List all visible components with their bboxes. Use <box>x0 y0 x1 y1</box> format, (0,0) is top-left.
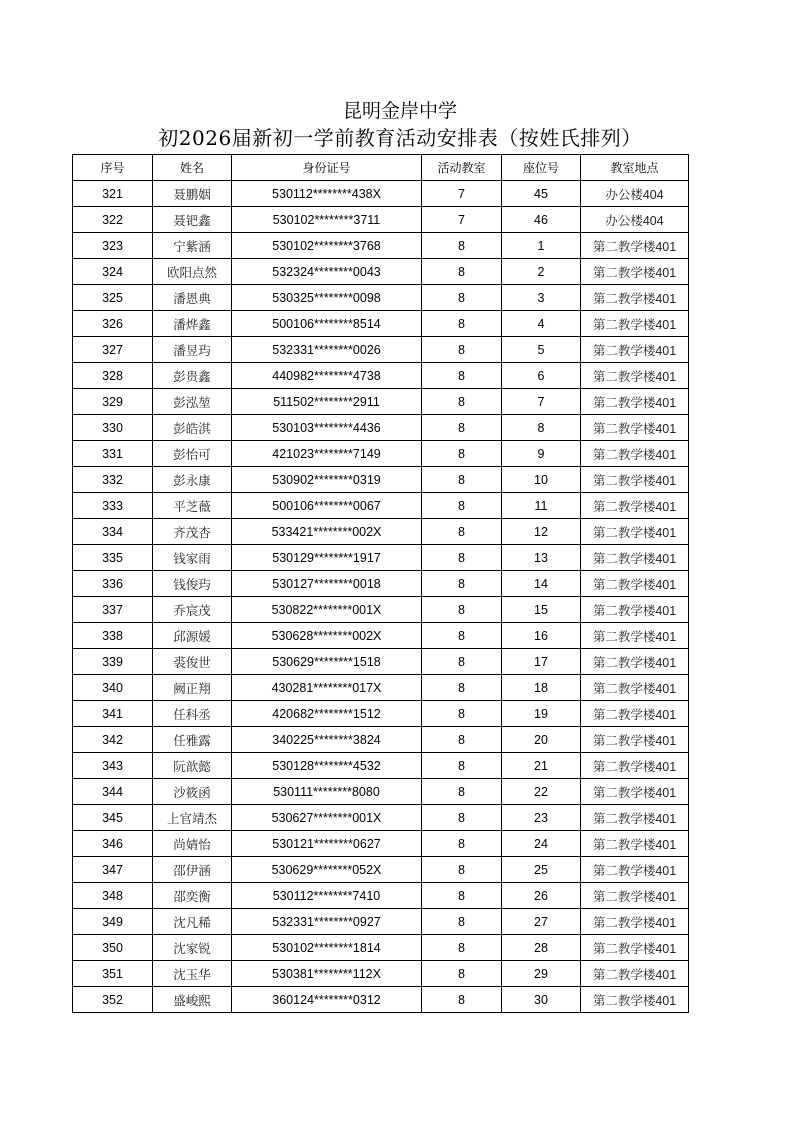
seq-number-cell: 346 <box>73 831 153 857</box>
id-number-cell: 530121********0627 <box>232 831 422 857</box>
seq-number-cell: 321 <box>73 181 153 207</box>
id-number-cell: 360124********0312 <box>232 987 422 1013</box>
table-row <box>73 883 689 909</box>
student-name-cell: 任科丞 <box>153 701 232 727</box>
id-number-cell: 420682********1512 <box>232 701 422 727</box>
id-number-cell: 532324********0043 <box>232 259 422 285</box>
seq-number-cell: 322 <box>73 207 153 233</box>
table-row <box>73 571 689 597</box>
seat-number-cell: 1 <box>502 233 581 259</box>
student-name-cell: 宁紫涵 <box>153 233 232 259</box>
classroom-cell: 8 <box>422 597 502 623</box>
seat-header: 座位号 <box>502 155 581 181</box>
student-name-cell: 钱家雨 <box>153 545 232 571</box>
location-cell: 第二教学楼401 <box>581 935 689 961</box>
location-cell: 办公楼404 <box>581 207 689 233</box>
table-row <box>73 337 689 363</box>
classroom-cell: 8 <box>422 779 502 805</box>
id-number-cell: 500106********8514 <box>232 311 422 337</box>
location-cell: 第二教学楼401 <box>581 285 689 311</box>
classroom-cell: 8 <box>422 649 502 675</box>
table-row <box>73 753 689 779</box>
seat-number-cell: 16 <box>502 623 581 649</box>
student-name-cell: 裘俊世 <box>153 649 232 675</box>
id-number-cell: 530629********1518 <box>232 649 422 675</box>
id-number-cell: 440982********4738 <box>232 363 422 389</box>
seat-number-cell: 30 <box>502 987 581 1013</box>
location-cell: 第二教学楼401 <box>581 623 689 649</box>
id-number-cell: 500106********0067 <box>232 493 422 519</box>
seq-number-cell: 325 <box>73 285 153 311</box>
student-name-cell: 沙筱函 <box>153 779 232 805</box>
seat-number-cell: 9 <box>502 441 581 467</box>
name-header: 姓名 <box>153 155 232 181</box>
location-cell: 办公楼404 <box>581 181 689 207</box>
roster-body <box>73 181 689 1013</box>
seat-number-cell: 22 <box>502 779 581 805</box>
location-cell: 第二教学楼401 <box>581 961 689 987</box>
location-header: 教室地点 <box>581 155 689 181</box>
location-cell: 第二教学楼401 <box>581 597 689 623</box>
student-name-cell: 邵奕衡 <box>153 883 232 909</box>
classroom-cell: 7 <box>422 207 502 233</box>
classroom-cell: 8 <box>422 545 502 571</box>
table-row <box>73 207 689 233</box>
id-number-cell: 530902********0319 <box>232 467 422 493</box>
id-number-cell: 532331********0927 <box>232 909 422 935</box>
id-number-cell: 530325********0098 <box>232 285 422 311</box>
table-row <box>73 363 689 389</box>
table-row <box>73 675 689 701</box>
roster-table <box>72 154 689 1013</box>
id-number-cell: 530112********7410 <box>232 883 422 909</box>
classroom-cell: 8 <box>422 909 502 935</box>
student-name-cell: 潘昱玙 <box>153 337 232 363</box>
student-name-cell: 尚婧怡 <box>153 831 232 857</box>
location-cell: 第二教学楼401 <box>581 753 689 779</box>
classroom-cell: 8 <box>422 987 502 1013</box>
location-cell: 第二教学楼401 <box>581 545 689 571</box>
classroom-cell: 8 <box>422 883 502 909</box>
seat-number-cell: 2 <box>502 259 581 285</box>
id-number-cell: 511502********2911 <box>232 389 422 415</box>
student-name-cell: 上官靖杰 <box>153 805 232 831</box>
location-cell: 第二教学楼401 <box>581 259 689 285</box>
table-row <box>73 311 689 337</box>
location-cell: 第二教学楼401 <box>581 467 689 493</box>
id-number-cell: 530102********3711 <box>232 207 422 233</box>
id-number-cell: 530112********438X <box>232 181 422 207</box>
table-row <box>73 519 689 545</box>
classroom-cell: 8 <box>422 961 502 987</box>
id-number-cell: 533421********002X <box>232 519 422 545</box>
table-row <box>73 467 689 493</box>
id-number-cell: 340225********3824 <box>232 727 422 753</box>
classroom-cell: 8 <box>422 701 502 727</box>
id-number-cell: 530628********002X <box>232 623 422 649</box>
student-name-cell: 邱源媛 <box>153 623 232 649</box>
seat-number-cell: 18 <box>502 675 581 701</box>
id-number-cell: 530629********052X <box>232 857 422 883</box>
student-name-cell: 潘恩典 <box>153 285 232 311</box>
id-number-cell: 532331********0026 <box>232 337 422 363</box>
seat-number-cell: 10 <box>502 467 581 493</box>
student-name-cell: 乔宸茂 <box>153 597 232 623</box>
classroom-cell: 8 <box>422 259 502 285</box>
table-row <box>73 987 689 1013</box>
classroom-cell: 8 <box>422 363 502 389</box>
document-title: 初2026届新初一学前教育活动安排表（按姓氏排列） <box>158 126 642 150</box>
seat-number-cell: 26 <box>502 883 581 909</box>
seq-number-cell: 329 <box>73 389 153 415</box>
table-row <box>73 623 689 649</box>
id-number-cell: 530102********1814 <box>232 935 422 961</box>
location-cell: 第二教学楼401 <box>581 779 689 805</box>
seat-number-cell: 20 <box>502 727 581 753</box>
classroom-cell: 8 <box>422 675 502 701</box>
seat-number-cell: 15 <box>502 597 581 623</box>
student-name-cell: 彭永康 <box>153 467 232 493</box>
classroom-cell: 8 <box>422 935 502 961</box>
seq-number-cell: 339 <box>73 649 153 675</box>
classroom-cell: 8 <box>422 389 502 415</box>
table-row <box>73 779 689 805</box>
classroom-cell: 8 <box>422 233 502 259</box>
location-cell: 第二教学楼401 <box>581 363 689 389</box>
seq-number-cell: 349 <box>73 909 153 935</box>
table-row <box>73 831 689 857</box>
seat-number-cell: 25 <box>502 857 581 883</box>
id-number-cell: 530822********001X <box>232 597 422 623</box>
seq-number-cell: 338 <box>73 623 153 649</box>
student-name-cell: 彭皓淇 <box>153 415 232 441</box>
location-cell: 第二教学楼401 <box>581 337 689 363</box>
seq-number-cell: 348 <box>73 883 153 909</box>
seq-number-cell: 343 <box>73 753 153 779</box>
location-cell: 第二教学楼401 <box>581 649 689 675</box>
school-name: 昆明金岸中学 <box>342 100 457 122</box>
classroom-cell: 8 <box>422 727 502 753</box>
student-name-cell: 平芝薇 <box>153 493 232 519</box>
seq-number-cell: 337 <box>73 597 153 623</box>
location-cell: 第二教学楼401 <box>581 233 689 259</box>
student-name-cell: 阙正翔 <box>153 675 232 701</box>
location-cell: 第二教学楼401 <box>581 805 689 831</box>
classroom-cell: 8 <box>422 519 502 545</box>
seat-number-cell: 21 <box>502 753 581 779</box>
student-name-cell: 任雅露 <box>153 727 232 753</box>
location-cell: 第二教学楼401 <box>581 987 689 1013</box>
classroom-cell: 8 <box>422 623 502 649</box>
classroom-cell: 8 <box>422 441 502 467</box>
seat-number-cell: 14 <box>502 571 581 597</box>
seq-number-cell: 328 <box>73 363 153 389</box>
table-row <box>73 493 689 519</box>
seq-number-cell: 341 <box>73 701 153 727</box>
seq-number-cell: 323 <box>73 233 153 259</box>
table-row <box>73 545 689 571</box>
seat-number-cell: 19 <box>502 701 581 727</box>
student-name-cell: 盛峻熙 <box>153 987 232 1013</box>
id-number-cell: 530127********0018 <box>232 571 422 597</box>
classroom-cell: 8 <box>422 831 502 857</box>
table-row <box>73 233 689 259</box>
classroom-cell: 7 <box>422 181 502 207</box>
table-row <box>73 285 689 311</box>
location-cell: 第二教学楼401 <box>581 701 689 727</box>
classroom-cell: 8 <box>422 467 502 493</box>
student-name-cell: 沈玉华 <box>153 961 232 987</box>
seq-number-cell: 340 <box>73 675 153 701</box>
location-cell: 第二教学楼401 <box>581 519 689 545</box>
student-name-cell: 聂鹏姻 <box>153 181 232 207</box>
seq-number-cell: 352 <box>73 987 153 1013</box>
seq-number-cell: 324 <box>73 259 153 285</box>
seq-number-cell: 335 <box>73 545 153 571</box>
seq-number-cell: 344 <box>73 779 153 805</box>
location-cell: 第二教学楼401 <box>581 883 689 909</box>
id-number-cell: 421023********7149 <box>232 441 422 467</box>
table-row <box>73 961 689 987</box>
classroom-cell: 8 <box>422 285 502 311</box>
table-row <box>73 415 689 441</box>
id-number-cell: 530627********001X <box>232 805 422 831</box>
table-row <box>73 597 689 623</box>
student-name-cell: 钱俊玙 <box>153 571 232 597</box>
table-row <box>73 649 689 675</box>
seat-number-cell: 3 <box>502 285 581 311</box>
table-row <box>73 441 689 467</box>
classroom-cell: 8 <box>422 415 502 441</box>
student-name-cell: 欧阳点然 <box>153 259 232 285</box>
id-number-cell: 530111********8080 <box>232 779 422 805</box>
seat-number-cell: 29 <box>502 961 581 987</box>
location-cell: 第二教学楼401 <box>581 493 689 519</box>
classroom-cell: 8 <box>422 311 502 337</box>
table-row <box>73 857 689 883</box>
table-row <box>73 259 689 285</box>
seq-number-cell: 330 <box>73 415 153 441</box>
seat-number-cell: 8 <box>502 415 581 441</box>
id-number-cell: 530102********3768 <box>232 233 422 259</box>
classroom-cell: 8 <box>422 857 502 883</box>
roster-header <box>73 155 689 181</box>
seat-number-cell: 46 <box>502 207 581 233</box>
location-cell: 第二教学楼401 <box>581 831 689 857</box>
location-cell: 第二教学楼401 <box>581 441 689 467</box>
table-row <box>73 181 689 207</box>
seq-number-cell: 327 <box>73 337 153 363</box>
seat-number-cell: 12 <box>502 519 581 545</box>
seat-number-cell: 4 <box>502 311 581 337</box>
location-cell: 第二教学楼401 <box>581 909 689 935</box>
table-row <box>73 805 689 831</box>
seq-number-cell: 333 <box>73 493 153 519</box>
id-number-cell: 530103********4436 <box>232 415 422 441</box>
seat-number-cell: 45 <box>502 181 581 207</box>
id-number-cell: 530381********112X <box>232 961 422 987</box>
id-number-cell: 530129********1917 <box>232 545 422 571</box>
table-row <box>73 909 689 935</box>
classroom-header: 活动教室 <box>422 155 502 181</box>
classroom-cell: 8 <box>422 571 502 597</box>
student-name-cell: 阮歆懿 <box>153 753 232 779</box>
location-cell: 第二教学楼401 <box>581 857 689 883</box>
location-cell: 第二教学楼401 <box>581 675 689 701</box>
id-number-cell: 530128********4532 <box>232 753 422 779</box>
location-cell: 第二教学楼401 <box>581 415 689 441</box>
location-cell: 第二教学楼401 <box>581 571 689 597</box>
id-number-cell: 430281********017X <box>232 675 422 701</box>
seat-number-cell: 28 <box>502 935 581 961</box>
classroom-cell: 8 <box>422 337 502 363</box>
seq-number-cell: 342 <box>73 727 153 753</box>
table-row <box>73 935 689 961</box>
seq-number-cell: 347 <box>73 857 153 883</box>
table-row <box>73 701 689 727</box>
seat-number-cell: 17 <box>502 649 581 675</box>
seat-number-cell: 23 <box>502 805 581 831</box>
seq-number-cell: 350 <box>73 935 153 961</box>
location-cell: 第二教学楼401 <box>581 727 689 753</box>
seat-number-cell: 13 <box>502 545 581 571</box>
student-name-cell: 沈家锐 <box>153 935 232 961</box>
seq-number-header: 序号 <box>73 155 153 181</box>
table-row <box>73 727 689 753</box>
seat-number-cell: 6 <box>502 363 581 389</box>
student-name-cell: 沈凡稀 <box>153 909 232 935</box>
seq-number-cell: 332 <box>73 467 153 493</box>
classroom-cell: 8 <box>422 493 502 519</box>
classroom-cell: 8 <box>422 753 502 779</box>
student-name-cell: 彭泓堃 <box>153 389 232 415</box>
table-row <box>73 389 689 415</box>
student-name-cell: 彭怡可 <box>153 441 232 467</box>
student-name-cell: 潘烨鑫 <box>153 311 232 337</box>
seq-number-cell: 331 <box>73 441 153 467</box>
id-number-header: 身份证号 <box>232 155 422 181</box>
seq-number-cell: 326 <box>73 311 153 337</box>
seq-number-cell: 334 <box>73 519 153 545</box>
student-name-cell: 齐茂杏 <box>153 519 232 545</box>
classroom-cell: 8 <box>422 805 502 831</box>
seat-number-cell: 5 <box>502 337 581 363</box>
seat-number-cell: 27 <box>502 909 581 935</box>
student-name-cell: 聂钯鑫 <box>153 207 232 233</box>
seq-number-cell: 351 <box>73 961 153 987</box>
location-cell: 第二教学楼401 <box>581 389 689 415</box>
seat-number-cell: 7 <box>502 389 581 415</box>
student-name-cell: 彭贵鑫 <box>153 363 232 389</box>
location-cell: 第二教学楼401 <box>581 311 689 337</box>
seat-number-cell: 11 <box>502 493 581 519</box>
seat-number-cell: 24 <box>502 831 581 857</box>
student-name-cell: 邵伊涵 <box>153 857 232 883</box>
seq-number-cell: 345 <box>73 805 153 831</box>
seq-number-cell: 336 <box>73 571 153 597</box>
